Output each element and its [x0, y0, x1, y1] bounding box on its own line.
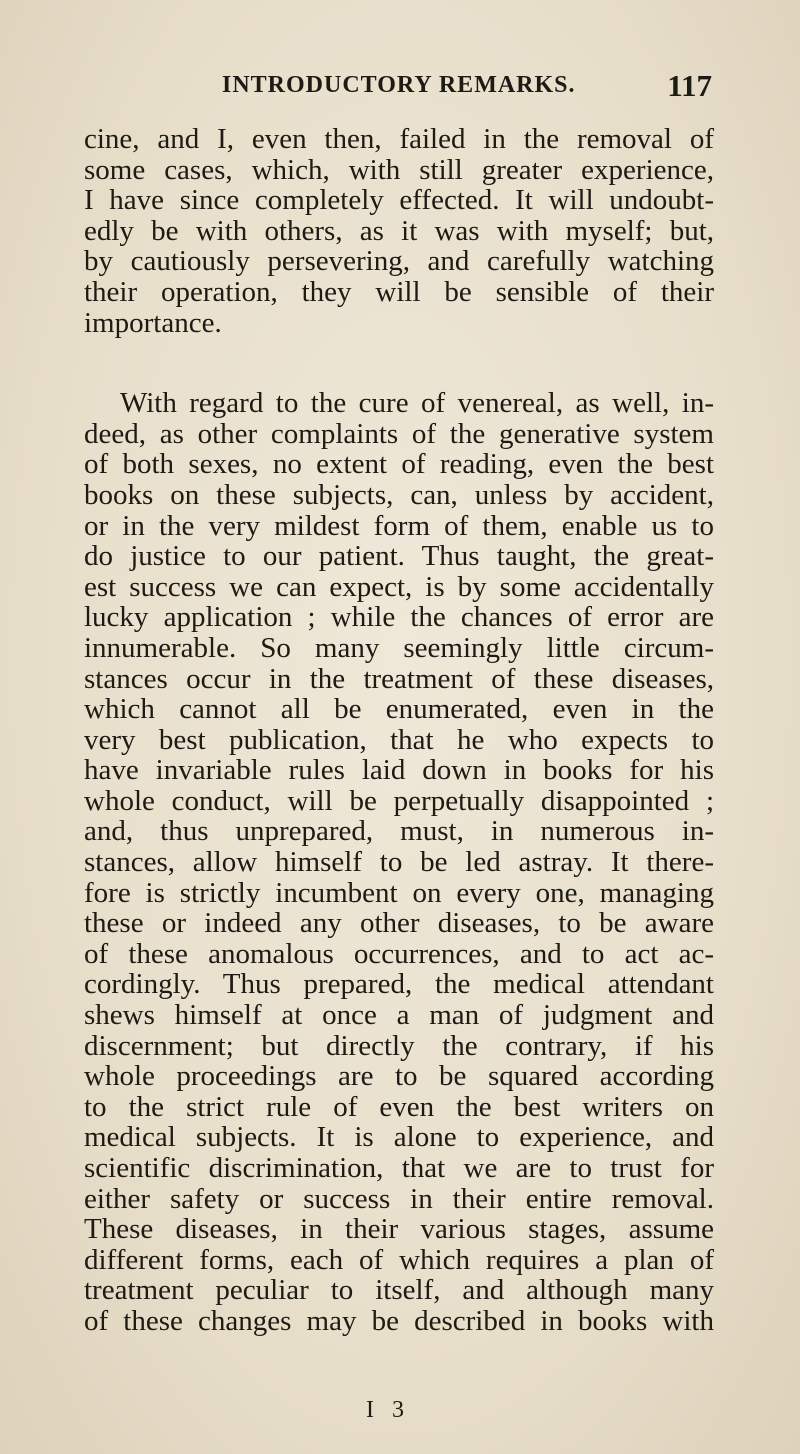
text-line: either safety or success in their entire removal. [84, 1182, 714, 1215]
text-line: fore is strictly incumbent on every one, managing [84, 876, 714, 909]
text-line: these or indeed any other diseases, to be aware [84, 907, 714, 940]
text-line: to the strict rule of even the best writers on [84, 1090, 714, 1123]
text-line: some cases, which, with still greater experience, [84, 153, 714, 186]
page-number: 117 [667, 68, 712, 103]
text-line: importance. [84, 306, 222, 339]
text-line: shews himself at once a man of judgment and [84, 999, 714, 1032]
text-line: stances occur in the treatment of these diseases, [84, 662, 714, 695]
text-line: scientific discrimination, that we are to trust for [84, 1152, 714, 1184]
text-line: innumerable. So many seemingly little circum- [84, 631, 714, 664]
text-line: medical subjects. It is alone to experience, and [84, 1121, 714, 1154]
text-line: treatment peculiar to itself, and although many [84, 1274, 714, 1307]
paragraph-gap [84, 338, 714, 388]
text-line: whole conduct, will be perpetually disappointed ; [84, 784, 714, 817]
text-line: I have since completely effected. It will undoubt- [84, 184, 714, 217]
text-line: which cannot all be enumerated, even in the [84, 693, 714, 726]
text-line: cine, and I, even then, failed in the removal of [84, 123, 714, 155]
text-line: and, thus unprepared, must, in numerous in- [84, 815, 714, 848]
text-line: With regard to the cure of venereal, as well, in- [120, 387, 714, 420]
text-line: These diseases, in their various stages, assume [84, 1213, 714, 1246]
text-line: of these changes may be described in books with [84, 1304, 714, 1337]
text-line: stances, allow himself to be led astray. It there- [84, 846, 714, 879]
page-header [222, 68, 712, 108]
text-line: different forms, each of which requires a plan of [84, 1243, 714, 1276]
text-line: their operation, they will be sensible of their [84, 275, 714, 308]
text-line: do justice to our patient. Thus taught, the great- [84, 540, 714, 573]
text-line: of both sexes, no extent of reading, even the best [84, 448, 714, 481]
text-line: by cautiously persevering, and carefully watching [84, 245, 714, 278]
text-line: books on these subjects, can, unless by accident, [84, 478, 714, 511]
signature-mark: I 3 [366, 1397, 410, 1423]
text-line: of these anomalous occurrences, and to act ac- [84, 937, 714, 970]
text-line: est success we can expect, is by some accidentally [84, 570, 714, 603]
text-line: discernment; but directly the contrary, if his [84, 1029, 714, 1062]
text-line: lucky application ; while the chances of error are [84, 601, 714, 634]
text-line: edly be with others, as it was with myself; but, [84, 214, 714, 247]
text-line: or in the very mildest form of them, enable us to [84, 509, 714, 542]
paragraph-2 [84, 388, 714, 1336]
text-line: deed, as other complaints of the generative system [84, 417, 714, 450]
text-line: very best publication, that he who expects to [84, 723, 714, 756]
text-line: whole proceedings are to be squared according [84, 1060, 714, 1093]
text-line: have invariable rules laid down in books for his [84, 754, 714, 787]
running-head: INTRODUCTORY REMARKS. [222, 72, 576, 98]
paragraph-1 [84, 124, 714, 338]
body-text [84, 124, 714, 1337]
text-line: cordingly. Thus prepared, the medical attendant [84, 968, 714, 1001]
